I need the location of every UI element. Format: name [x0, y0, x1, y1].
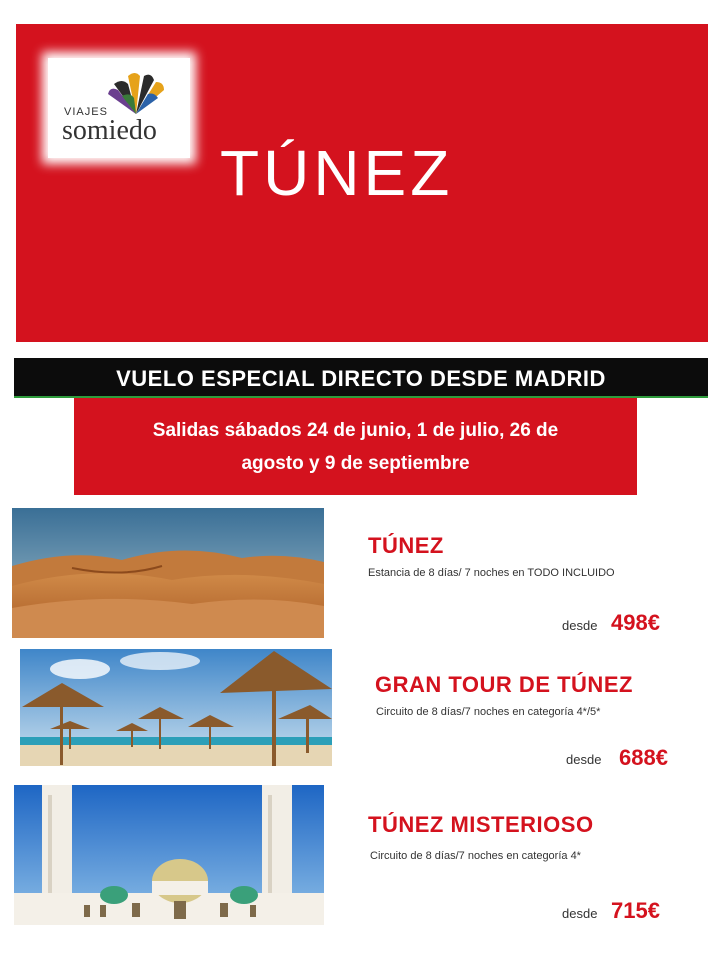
- package-3-title: TÚNEZ MISTERIOSO: [368, 812, 594, 837]
- departures-box: [74, 398, 637, 495]
- flight-banner: VUELO ESPECIAL DIRECTO DESDE MADRID: [14, 358, 708, 396]
- fan-logo-icon: [104, 70, 168, 116]
- mosque-photo: [14, 785, 324, 925]
- package-3-from-label: desde: [562, 906, 598, 921]
- package-1-price: 498€: [611, 610, 660, 635]
- logo-viajes-text: VIAJES: [64, 106, 108, 118]
- package-1-description: Estancia de 8 días/ 7 noches en TODO INCLUIDO: [368, 567, 615, 579]
- hero-banner: [16, 24, 708, 342]
- logo-brand-name: somiedo: [62, 115, 157, 146]
- package-3-description: Circuito de 8 días/7 noches en categoría 4*: [370, 850, 581, 862]
- package-3-price: 715€: [611, 898, 660, 923]
- departures-line-1: Salidas sábados 24 de junio, 1 de julio, 26 de: [152, 420, 559, 441]
- package-1-title: TÚNEZ: [368, 533, 444, 558]
- departures-line-2: agosto y 9 de septiembre: [241, 453, 470, 474]
- package-2-description: Circuito de 8 días/7 noches en categoría 4*/5*: [376, 706, 601, 718]
- brand-logo: [48, 58, 190, 158]
- beach-umbrellas-photo: [20, 649, 332, 766]
- package-2-price: 688€: [619, 745, 668, 770]
- package-2-title: GRAN TOUR DE TÚNEZ: [375, 672, 633, 697]
- package-2-from-label: desde: [566, 752, 602, 767]
- package-1-from-label: desde: [562, 618, 598, 633]
- desert-dunes-photo: [12, 508, 324, 638]
- hero-title: TÚNEZ: [220, 137, 454, 209]
